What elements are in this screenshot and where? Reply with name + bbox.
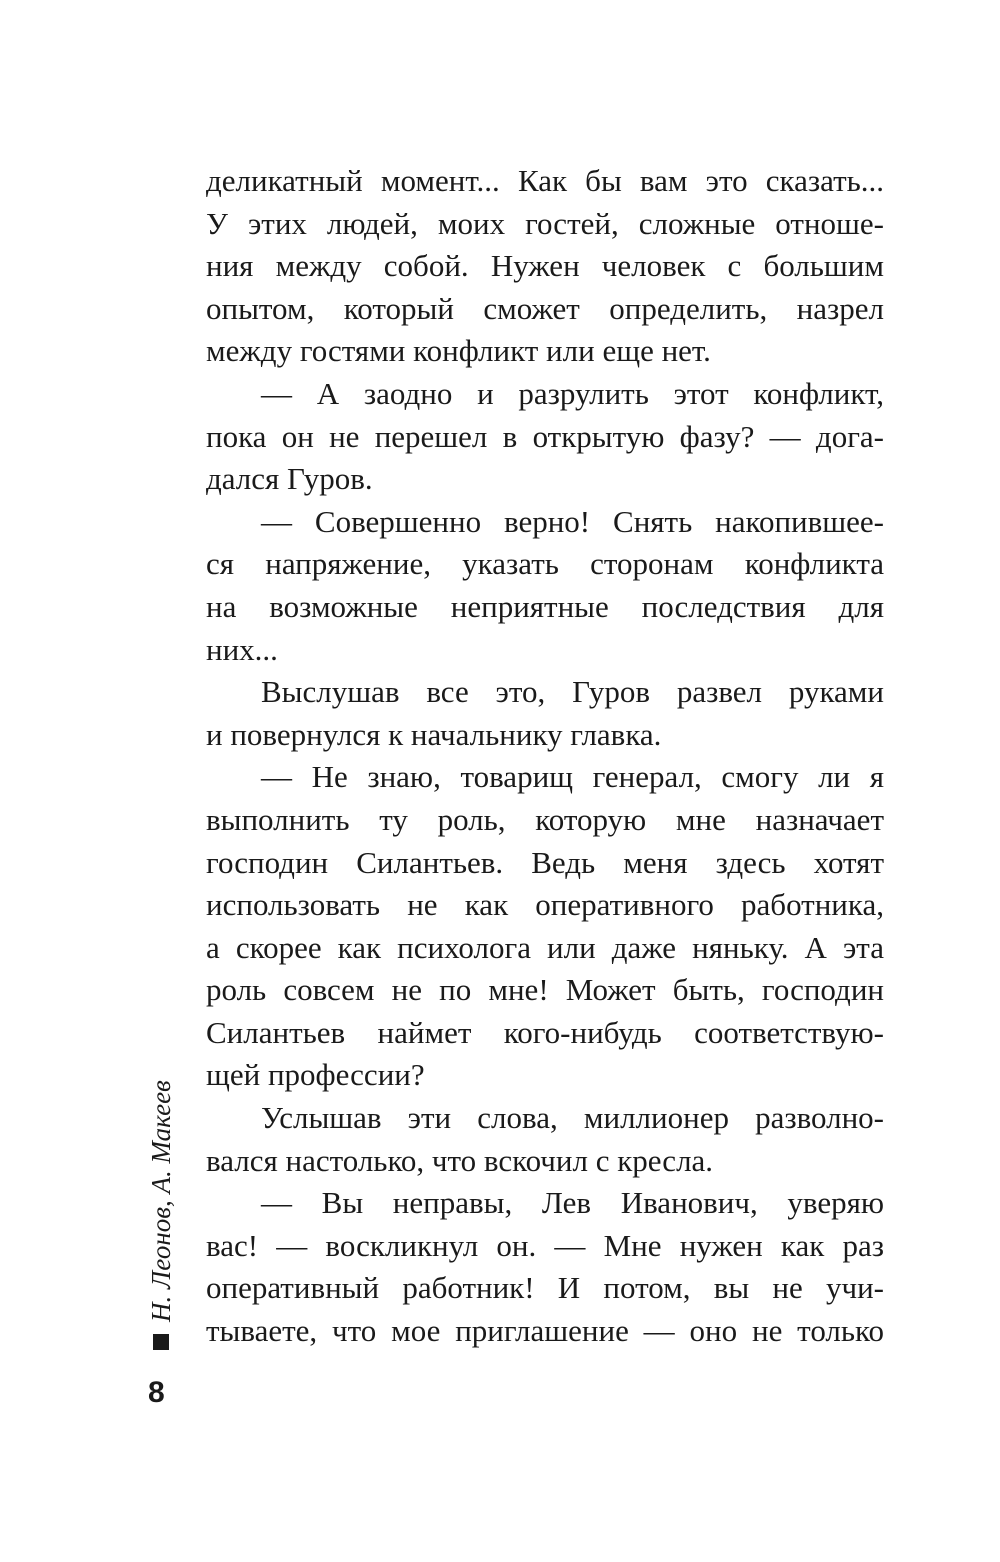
- author-names: Н. Леонов, А. Макеев: [146, 1080, 176, 1322]
- text-line: — А заодно и разрулить этот конфликт,: [261, 375, 884, 411]
- body-text: [206, 160, 884, 1353]
- text-line: Выслушав все это, Гуров развел руками: [261, 674, 884, 710]
- text-line: господин Силантьев. Ведь меня здесь хотят: [206, 844, 884, 880]
- text-line: опытом, который сможет определить, назрел: [206, 290, 884, 326]
- text-line: — Не знаю, товарищ генерал, смогу ли я: [261, 759, 884, 795]
- text-line: щей профессии?: [206, 1057, 425, 1093]
- text-line: и повернулся к начальнику главка.: [206, 716, 662, 752]
- text-line: деликатный момент... Как бы вам это сказать...: [206, 163, 884, 198]
- text-line: — Совершенно верно! Снять накопившее-: [261, 503, 884, 539]
- text-line: Силантьев наймет кого-нибудь соответствую-: [206, 1014, 884, 1050]
- text-line: ся напряжение, указать сторонам конфликта: [206, 546, 884, 582]
- text-line: пока он не перешел в открытую фазу? — дога-: [206, 418, 884, 454]
- running-head: [146, 1080, 176, 1350]
- text-line: Услышав эти слова, миллионер разволно-: [261, 1100, 884, 1136]
- text-line: между гостями конфликт или еще нет.: [206, 333, 711, 369]
- text-line: роль совсем не по мне! Может быть, господин: [206, 972, 884, 1008]
- marker-square-icon: [153, 1334, 169, 1350]
- text-line: тываете, что мое приглашение — оно не только: [206, 1313, 884, 1349]
- text-line: — Вы неправы, Лев Иванович, уверяю: [261, 1185, 884, 1221]
- text-line: оперативный работник! И потом, вы не учи-: [206, 1270, 884, 1306]
- text-line: использовать не как оперативного работника,: [206, 887, 884, 923]
- text-line: вался настолько, что вскочил с кресла.: [206, 1142, 714, 1178]
- text-line: них...: [206, 631, 278, 667]
- text-line: выполнить ту роль, которую мне назначает: [206, 801, 884, 837]
- text-line: а скорее как психолога или даже няньку. А эта: [206, 929, 884, 965]
- text-line: дался Гуров.: [206, 461, 373, 497]
- page-number: 8: [148, 1376, 165, 1409]
- text-line: У этих людей, моих гостей, сложные отноше-: [206, 205, 884, 241]
- text-line: вас! — воскликнул он. — Мне нужен как раз: [206, 1227, 884, 1263]
- text-line: ния между собой. Нужен человек с большим: [206, 248, 884, 284]
- text-line: на возможные неприятные последствия для: [206, 588, 884, 624]
